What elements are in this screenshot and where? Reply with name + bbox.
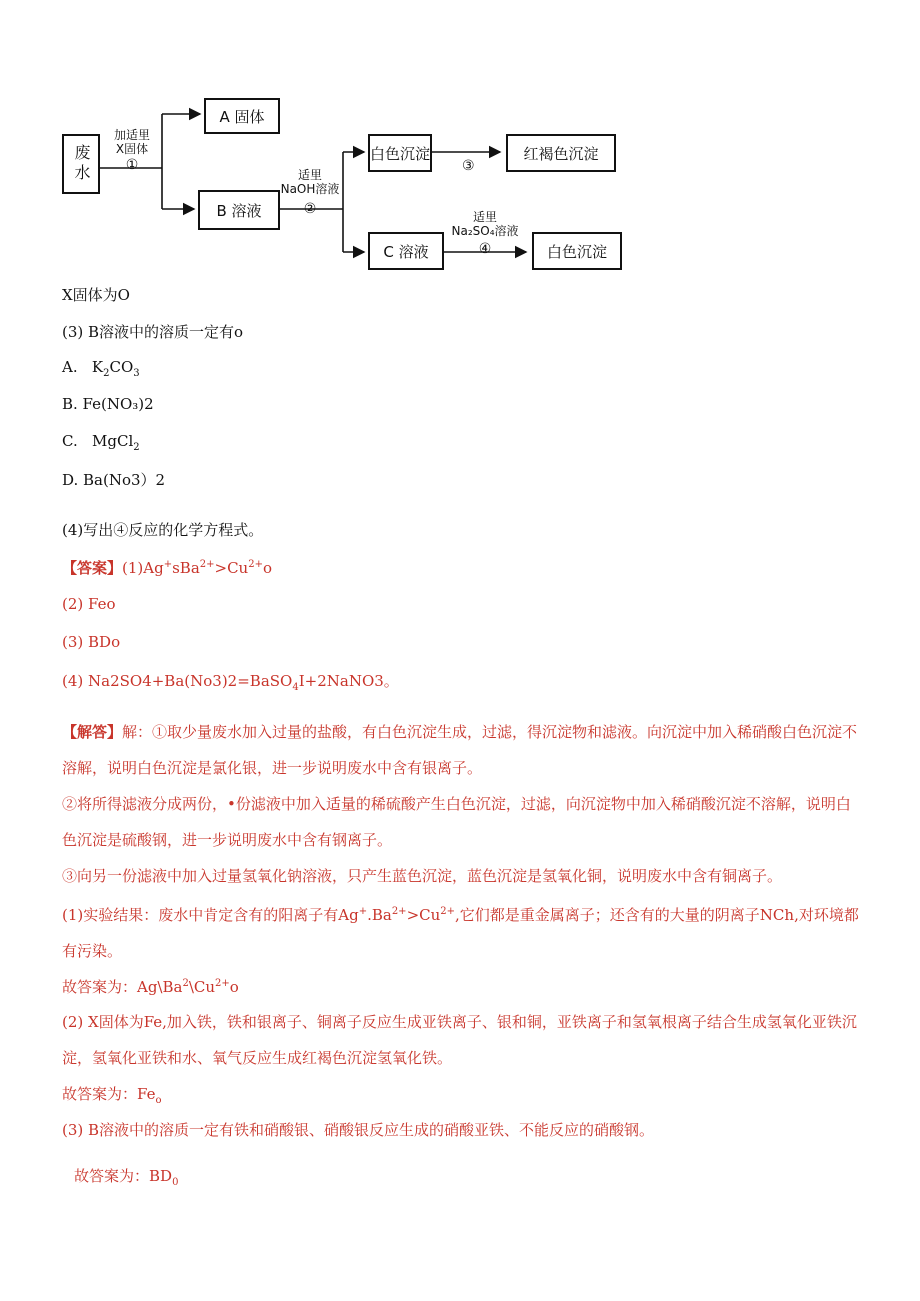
white-precipitate-label-1: 白色沉淀 — [370, 144, 431, 163]
option-a: A. $K_2CO_3$ — [62, 358, 140, 379]
x-solid-line: X固体为O — [62, 286, 130, 304]
option-b: B. Fe(NO₃)2 — [62, 395, 154, 413]
solution-p9 — [74, 1158, 874, 1201]
white-precipitate-box-1 — [368, 134, 432, 172]
answer-3: (3) BDo — [62, 633, 121, 651]
c-solution-box — [368, 232, 444, 270]
white-precipitate-box-2 — [532, 232, 622, 270]
solution-p7-b: o — [155, 1095, 162, 1106]
option-d: D. Ba(No3）2 — [62, 471, 166, 489]
solution-p1 — [62, 714, 862, 786]
solution-p4-a: (1)实验结果：废水中肯定含有的阳离子有Ag — [62, 906, 359, 924]
solution-p7-a: 故答案为：Fe — [62, 1085, 156, 1103]
answer-4-prefix: (4) Na2SO4+Ba(No3)2=BaSO — [62, 672, 293, 690]
step-4-line2: Na₂SO₄溶液 — [451, 224, 519, 238]
solution-head: 【解答】 — [62, 723, 123, 741]
solution-p2: ②将所得滤液分成两份，•份滤液中加入适量的稀硫酸产生白色沉淀，过滤，向沉淀物中加入稀硝酸沉淀不溶解，说明白色沉淀是硫酸钢，进一步说明废水中含有钢离子。 — [62, 795, 851, 849]
option-c: C. MgCl$_2$ — [62, 432, 140, 453]
red-brown-precipitate-box — [506, 134, 616, 172]
red-brown-precipitate-label: 红褐色沉淀 — [523, 144, 599, 163]
answer-head: 【答案】 — [62, 559, 123, 577]
solution-p5: 故答案为：$Ag\backslash Ba^2\backslash Cu^{2+}o$ — [62, 978, 239, 996]
step-1-number: ① — [125, 157, 139, 173]
solution-p4-b: .Ba — [367, 906, 392, 924]
b-solution-label: B 溶液 — [216, 201, 262, 220]
option-a-letter: A. — [62, 358, 78, 376]
step-2-line1: 适里 — [297, 168, 322, 182]
solution-p5-b: \Cu — [188, 978, 216, 996]
solution-p3: ③向另一份滤液中加入过量氢氧化钠溶液，只产生蓝色沉淀，蓝色沉淀是氢氧化铜，说明废水中含有铜离子。 — [62, 867, 783, 885]
answer-1-text: (1)Ag — [122, 559, 164, 577]
solution-p5-c: o — [229, 978, 239, 996]
answer-2: (2) Feo — [62, 595, 116, 613]
option-c-letter: C. — [62, 432, 78, 450]
step-1-line1: 加适里 — [113, 128, 150, 142]
step-2-number: ② — [303, 201, 317, 217]
step-1-line2: X固体 — [115, 142, 149, 156]
a-solid-box — [204, 98, 280, 134]
question-4: (4)写出④反应的化学方程式。 — [62, 521, 264, 539]
solution-p9-a: 故答案为：BD — [74, 1167, 173, 1185]
solution-p9-b: 0 — [172, 1177, 179, 1188]
c-solution-label: C 溶液 — [383, 242, 429, 261]
answer-1: 【答案】$(1)Ag^+sBa^{2+}>Cu^{2+}o$ — [62, 559, 273, 577]
step-3-number: ③ — [462, 158, 475, 174]
answer-4-suffix: I+2NaNO3。 — [298, 672, 399, 690]
answer-4: (4) Na2SO4+Ba(No3)2=BaSO$_4$I+2NaNO3。 — [62, 672, 399, 693]
solution-p4-c: >Cu — [406, 906, 441, 924]
step-4-label — [440, 210, 530, 256]
step-4-number: ④ — [478, 241, 492, 257]
b-solution-box — [198, 190, 280, 230]
step-4-line1: 适里 — [472, 210, 497, 224]
solution-p4: (1)实验结果：废水中肯定含有的阳离子有$Ag^+.Ba^{2+}>Cu^{2+}$,它们都是重金属离子；还含有的大量的阴离子NCh,对环境都有污染。 — [62, 906, 859, 960]
solution-p4-d: ,它们都是重金属离子；还含有的大量的阴离子NCh,对环境都有污染。 — [62, 906, 859, 960]
waste-water-box — [62, 134, 100, 194]
white-precipitate-label-2: 白色沉淀 — [546, 242, 607, 261]
step-2-line2: NaOH溶液 — [280, 182, 340, 196]
question-3: (3) B溶液中的溶质一定有o — [62, 323, 244, 341]
step-1-label — [106, 128, 158, 172]
step-2-label — [272, 168, 348, 216]
solution-p8: (3) B溶液中的溶质一定有铁和硝酸银、硝酸银反应生成的硝酸亚铁、不能反应的硝酸钢。 — [62, 1121, 655, 1139]
solution-p6: (2) X固体为Fe,加入铁，铁和银离子、铜离子反应生成亚铁离子、银和铜，亚铁离子和氢氧根离子结合生成氢氧化亚铁沉淀，氢氧化亚铁和水、氧气反应生成红褐色沉淀氢氧化铁。 — [62, 1013, 857, 1067]
waste-water-label: 废水 — [72, 144, 91, 184]
a-solid-label: A 固体 — [219, 107, 265, 126]
solution-p1-text: 解：①取少量废水加入过量的盐酸，有白色沉淀生成，过滤，得沉淀物和滤液。向沉淀中加入稀硝酸白色沉淀不溶解，说明白色沉淀是氯化银，进一步说明废水中含有银离子。 — [62, 723, 858, 777]
solution-p5-a: 故答案为：Ag\Ba — [62, 978, 183, 996]
